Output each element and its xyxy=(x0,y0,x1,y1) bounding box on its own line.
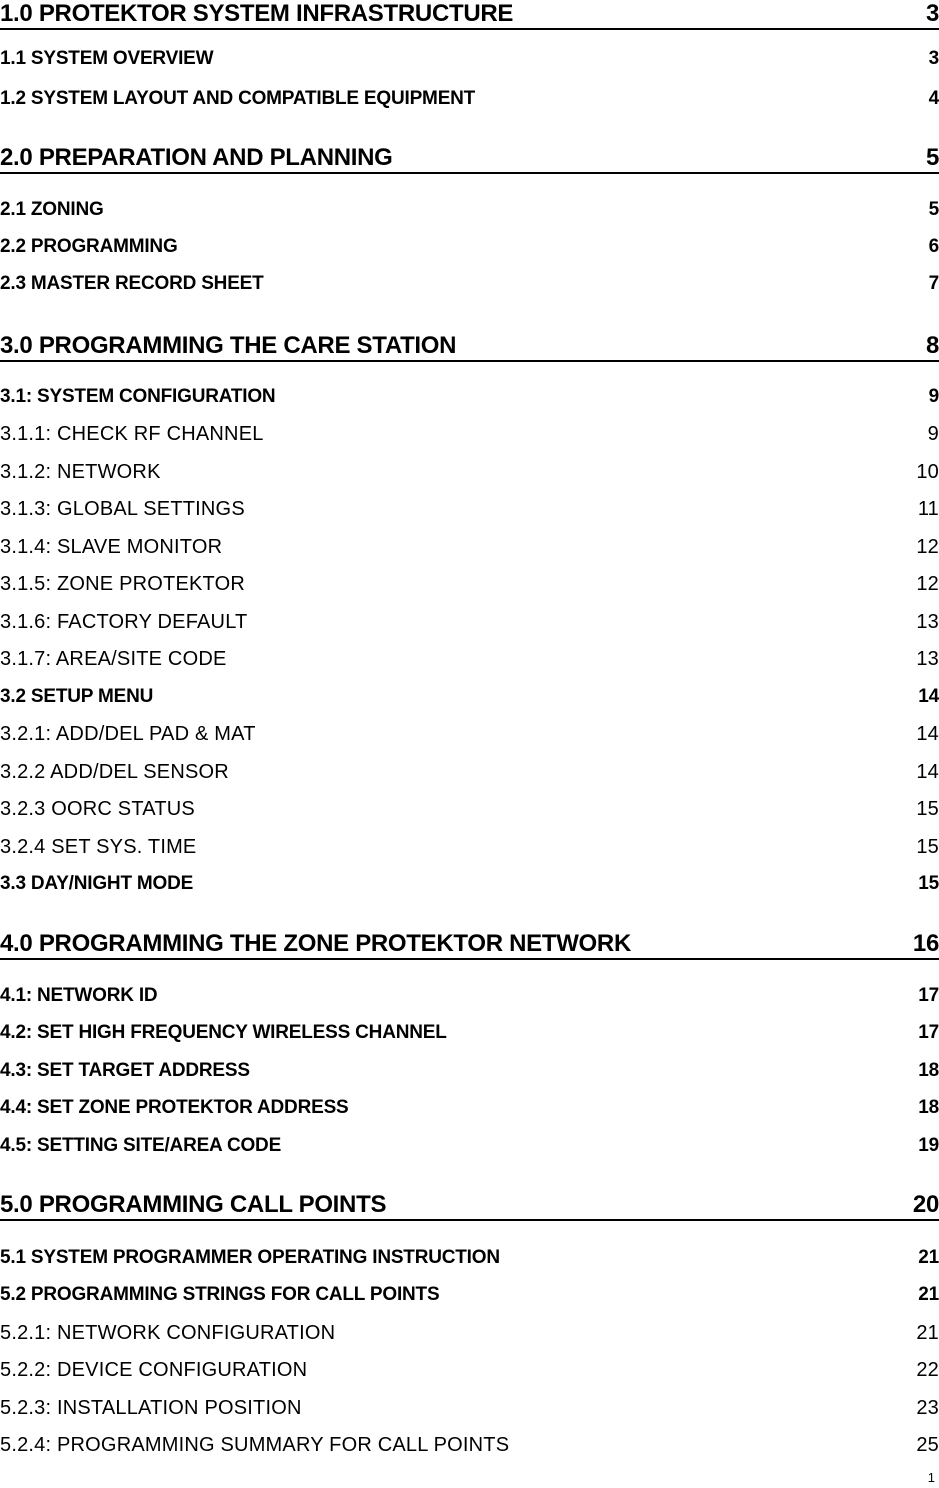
toc-entry-4-5[interactable] xyxy=(0,1133,939,1159)
toc-entry-page: 7 xyxy=(928,273,939,294)
toc-entry-page: 4 xyxy=(928,88,939,109)
toc-entry-3-2-1[interactable] xyxy=(0,721,939,747)
toc-entry-label: 4.2: SET HIGH FREQUENCY WIRELESS CHANNEL xyxy=(0,1022,447,1043)
toc-entry-label: 3.1.2: NETWORK xyxy=(0,461,161,483)
toc-entry-1-1[interactable] xyxy=(0,46,939,72)
toc-entry-2-2[interactable] xyxy=(0,234,939,260)
toc-entry-3-1-6[interactable] xyxy=(0,609,939,635)
toc-entry-2-3[interactable] xyxy=(0,271,939,297)
toc-entry-label: 5.0 PROGRAMMING CALL POINTS xyxy=(0,1191,387,1218)
toc-entry-4-2[interactable] xyxy=(0,1020,939,1046)
toc-entry-2-0[interactable] xyxy=(0,144,939,174)
toc-entry-5-2-3[interactable] xyxy=(0,1395,939,1421)
toc-entry-page: 12 xyxy=(916,573,939,595)
toc-entry-label: 3.1.7: AREA/SITE CODE xyxy=(0,648,227,670)
toc-entry-page: 16 xyxy=(912,930,939,957)
toc-entry-page: 13 xyxy=(916,648,939,670)
toc-entry-label: 3.1.5: ZONE PROTEKTOR xyxy=(0,573,246,595)
toc-entry-3-2-3[interactable] xyxy=(0,796,939,822)
toc-entry-label: 1.1 SYSTEM OVERVIEW xyxy=(0,48,214,69)
toc-entry-page: 14 xyxy=(916,761,939,783)
toc-entry-label: 5.2.2: DEVICE CONFIGURATION xyxy=(0,1359,308,1381)
toc-entry-3-1-3[interactable] xyxy=(0,496,939,522)
toc-entry-5-0[interactable] xyxy=(0,1191,939,1221)
toc-entry-label: 2.2 PROGRAMMING xyxy=(0,236,178,257)
toc-entry-label: 3.2.2 ADD/DEL SENSOR xyxy=(0,761,229,783)
toc-entry-page: 12 xyxy=(916,536,939,558)
toc-entry-3-1[interactable] xyxy=(0,384,939,410)
toc-entry-label: 5.2.4: PROGRAMMING SUMMARY FOR CALL POINTS xyxy=(0,1434,510,1456)
toc-entry-label: 3.1: SYSTEM CONFIGURATION xyxy=(0,386,276,407)
toc-entry-label: 1.2 SYSTEM LAYOUT AND COMPATIBLE EQUIPMENT xyxy=(0,88,476,109)
toc-entry-page: 18 xyxy=(918,1097,939,1118)
toc-entry-page: 15 xyxy=(916,836,939,858)
toc-entry-label: 4.5: SETTING SITE/AREA CODE xyxy=(0,1135,282,1156)
toc-entry-label: 5.1 SYSTEM PROGRAMMER OPERATING INSTRUCTION xyxy=(0,1247,500,1268)
toc-entry-4-1[interactable] xyxy=(0,983,939,1009)
toc-entry-4-3[interactable] xyxy=(0,1058,939,1084)
toc-entry-label: 3.0 PROGRAMMING THE CARE STATION xyxy=(0,332,457,359)
toc-entry-page: 10 xyxy=(916,461,939,483)
toc-entry-page: 15 xyxy=(918,873,939,894)
toc-entry-label: 2.1 ZONING xyxy=(0,199,104,220)
toc-entry-page: 11 xyxy=(917,498,939,520)
toc-entry-3-1-1[interactable] xyxy=(0,421,939,447)
toc-entry-3-1-2[interactable] xyxy=(0,459,939,485)
toc-entry-3-2[interactable] xyxy=(0,684,939,710)
toc-entry-page: 21 xyxy=(918,1284,939,1305)
toc-entry-page: 5 xyxy=(928,199,939,220)
toc-entry-3-1-5[interactable] xyxy=(0,571,939,597)
toc-entry-3-3[interactable] xyxy=(0,871,939,897)
toc-entry-label: 3.1.6: FACTORY DEFAULT xyxy=(0,611,248,633)
toc-entry-page: 22 xyxy=(916,1359,939,1381)
toc-entry-5-2[interactable] xyxy=(0,1282,939,1308)
toc-entry-page: 9 xyxy=(927,423,939,445)
toc-entry-4-4[interactable] xyxy=(0,1095,939,1121)
toc-entry-page: 6 xyxy=(928,236,939,257)
toc-entry-page: 9 xyxy=(928,386,939,407)
toc-entry-label: 5.2.3: INSTALLATION POSITION xyxy=(0,1397,302,1419)
toc-entry-label: 3.1.4: SLAVE MONITOR xyxy=(0,536,223,558)
toc-entry-page: 3 xyxy=(925,0,939,27)
toc-entry-label: 3.2.4 SET SYS. TIME xyxy=(0,836,197,858)
toc-entry-page: 15 xyxy=(916,798,939,820)
toc-entry-label: 5.2.1: NETWORK CONFIGURATION xyxy=(0,1322,336,1344)
toc-entry-label: 3.2.3 OORC STATUS xyxy=(0,798,195,820)
toc-entry-5-2-4[interactable] xyxy=(0,1432,939,1458)
toc-entry-page: 5 xyxy=(925,144,939,171)
toc-entry-3-2-4[interactable] xyxy=(0,834,939,860)
toc-entry-label: 4.0 PROGRAMMING THE ZONE PROTEKTOR NETWORK xyxy=(0,930,631,957)
toc-entry-5-2-1[interactable] xyxy=(0,1320,939,1346)
toc-entry-label: 2.3 MASTER RECORD SHEET xyxy=(0,273,264,294)
toc-entry-page: 21 xyxy=(916,1322,939,1344)
toc-entry-page: 3 xyxy=(928,48,939,69)
toc-entry-label: 2.0 PREPARATION AND PLANNING xyxy=(0,144,393,171)
toc-entry-label: 5.2 PROGRAMMING STRINGS FOR CALL POINTS xyxy=(0,1284,440,1305)
toc-entry-label: 3.2.1: ADD/DEL PAD & MAT xyxy=(0,723,256,745)
toc-entry-1-0[interactable] xyxy=(0,0,939,30)
toc-entry-page: 8 xyxy=(925,332,939,359)
toc-entry-page: 25 xyxy=(916,1434,939,1456)
toc-entry-page: 14 xyxy=(918,686,939,707)
toc-entry-page: 13 xyxy=(916,611,939,633)
toc-entry-label: 3.1.1: CHECK RF CHANNEL xyxy=(0,423,264,445)
toc-entry-2-1[interactable] xyxy=(0,197,939,223)
toc-entry-3-1-4[interactable] xyxy=(0,534,939,560)
toc-entry-3-1-7[interactable] xyxy=(0,646,939,672)
toc-entry-page: 17 xyxy=(918,985,939,1006)
toc-entry-page: 20 xyxy=(912,1191,939,1218)
toc-entry-label: 3.1.3: GLOBAL SETTINGS xyxy=(0,498,245,520)
toc-entry-4-0[interactable] xyxy=(0,930,939,960)
toc-entry-page: 19 xyxy=(918,1135,939,1156)
toc-entry-label: 1.0 PROTEKTOR SYSTEM INFRASTRUCTURE xyxy=(0,0,514,27)
toc-entry-3-0[interactable] xyxy=(0,332,939,362)
toc-entry-1-2[interactable] xyxy=(0,86,939,112)
toc-entry-page: 18 xyxy=(918,1060,939,1081)
toc-entry-label: 3.3 DAY/NIGHT MODE xyxy=(0,873,194,894)
toc-entry-label: 3.2 SETUP MENU xyxy=(0,686,154,707)
toc-entry-page: 17 xyxy=(918,1022,939,1043)
toc-entry-3-2-2[interactable] xyxy=(0,759,939,785)
toc-entry-page: 21 xyxy=(918,1247,939,1268)
toc-entry-label: 4.4: SET ZONE PROTEKTOR ADDRESS xyxy=(0,1097,349,1118)
toc-entry-label: 4.3: SET TARGET ADDRESS xyxy=(0,1060,250,1081)
toc-entry-label: 4.1: NETWORK ID xyxy=(0,985,158,1006)
toc-entry-page: 14 xyxy=(916,723,939,745)
toc-entry-5-2-2[interactable] xyxy=(0,1357,939,1383)
toc-entry-page: 23 xyxy=(916,1397,939,1419)
page-number: 1 xyxy=(927,1470,935,1485)
toc-entry-5-1[interactable] xyxy=(0,1245,939,1271)
